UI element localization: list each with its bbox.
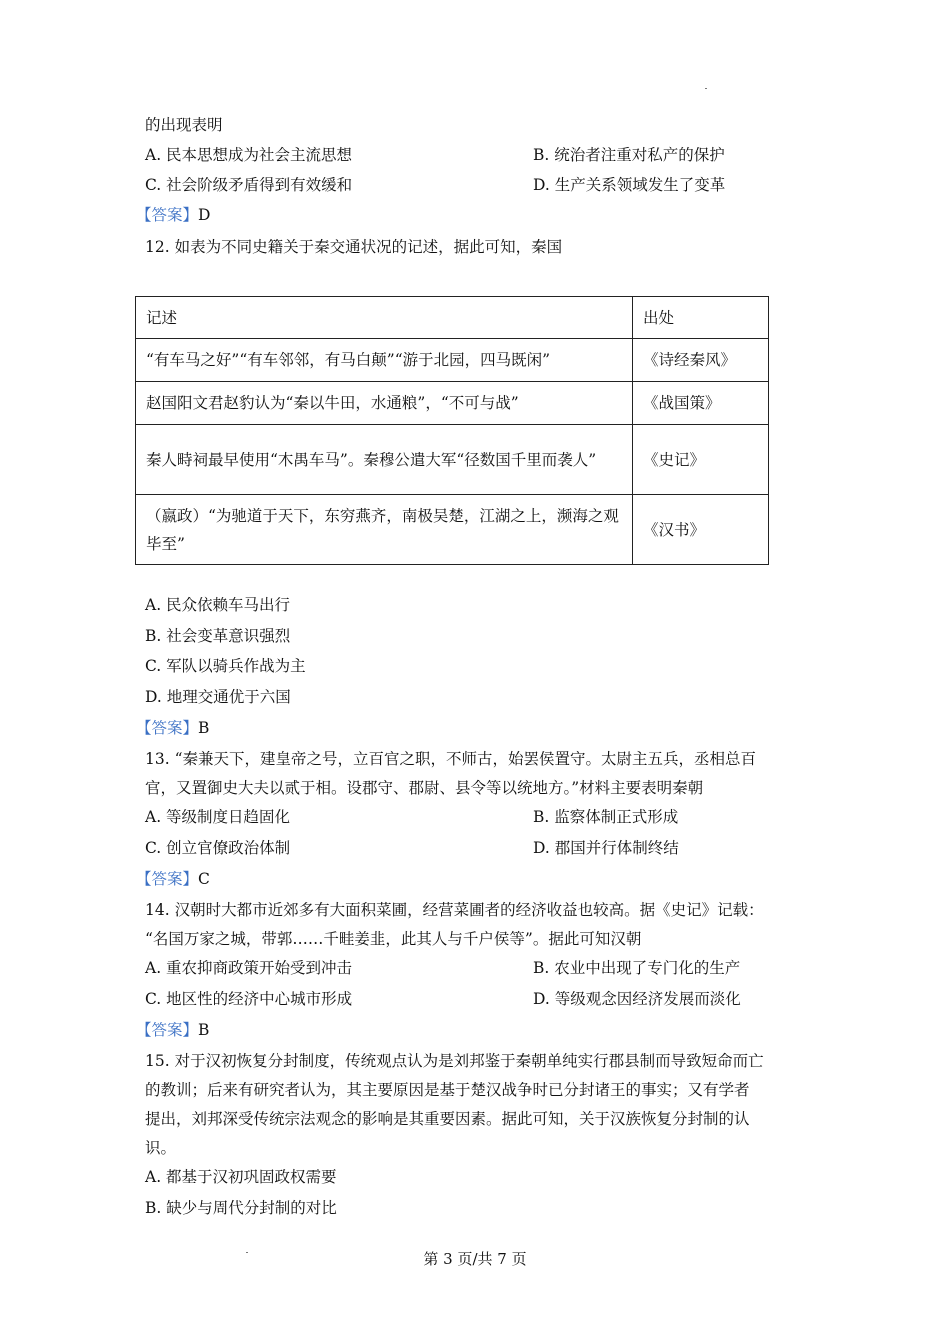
q13-option-d: D. 郡国并行体制终结 xyxy=(533,839,679,857)
answer-label: 【答案】 xyxy=(136,1021,199,1039)
answer-value: C xyxy=(198,870,210,888)
q15-stem-line2: 的教训；后来有研究者认为，其主要原因是基于楚汉战争时已分封诸王的事实；又有学者 xyxy=(145,1081,750,1099)
q15-stem-line4: 识。 xyxy=(145,1139,177,1157)
table-cell-text: 赵国阳文君赵豹认为“秦以牛田，水通粮”，“不可与战” xyxy=(136,382,633,425)
q13-answer xyxy=(136,868,210,890)
table-cell-text: 秦人畤祠最早使用“木禺车马”。秦穆公遣大军“径数国千里而袭人” xyxy=(136,425,633,495)
q13-option-c: C. 创立官僚政治体制 xyxy=(145,839,291,857)
q14-option-b: B. 农业中出现了专门化的生产 xyxy=(533,959,741,977)
q12-stem: 12. 如表为不同史籍关于秦交通状况的记述，据此可知，秦国 xyxy=(145,238,563,256)
q13-stem-line2: 官，又置御史大夫以贰于相。设郡守、郡尉、县令等以统地方。”材料主要表明秦朝 xyxy=(145,779,704,797)
q14-option-d: D. 等级观念因经济发展而淡化 xyxy=(533,990,741,1008)
q15-option-a: A. 都基于汉初巩固政权需要 xyxy=(145,1168,337,1186)
q12-source-table xyxy=(135,296,769,565)
q11-option-d: D. 生产关系领域发生了变革 xyxy=(533,176,726,194)
scan-speck xyxy=(705,88,707,89)
q11-option-a: A. 民本思想成为社会主流思想 xyxy=(145,146,353,164)
q14-stem-line2: “名国万家之城，带郭……千畦姜韭，此其人与千户侯等”。据此可知汉朝 xyxy=(145,930,642,948)
table-row xyxy=(136,425,769,495)
table-header-row xyxy=(136,297,769,339)
q12-answer xyxy=(136,717,209,739)
q13-stem-line1: 13. “秦兼天下，建皇帝之号，立百官之职，不师古，始罢侯置守。太尉主五兵，丞相总百 xyxy=(145,750,757,768)
q12-option-a: A. 民众依赖车马出行 xyxy=(145,596,291,614)
table-cell-source: 《战国策》 xyxy=(633,382,769,425)
q14-option-a: A. 重农抑商政策开始受到冲击 xyxy=(145,959,353,977)
answer-label: 【答案】 xyxy=(136,870,199,888)
q14-option-c: C. 地区性的经济中心城市形成 xyxy=(145,990,353,1008)
q15-option-b: B. 缺少与周代分封制的对比 xyxy=(145,1199,337,1217)
q15-stem-line3: 提出，刘邦深受传统宗法观念的影响是其重要因素。据此可知，关于汉族恢复分封制的认 xyxy=(145,1110,750,1128)
q13-option-b: B. 监察体制正式形成 xyxy=(533,808,679,826)
table-cell-text: （嬴政）“为驰道于天下，东穷燕齐，南极吴楚，江湖之上，濒海之观毕至” xyxy=(136,495,633,565)
q11-stem-tail: 的出现表明 xyxy=(145,116,223,134)
table-cell-source: 《诗经秦风》 xyxy=(633,339,769,382)
table-row xyxy=(136,339,769,382)
answer-label: 【答案】 xyxy=(136,206,199,224)
answer-value: D xyxy=(198,206,211,224)
answer-value: B xyxy=(198,1021,210,1039)
q14-answer xyxy=(136,1019,209,1041)
table-cell-source: 《史记》 xyxy=(633,425,769,495)
page-number-footer: 第 3 页/共 7 页 xyxy=(423,1250,527,1268)
q15-stem-line1: 15. 对于汉初恢复分封制度，传统观点认为是刘邦鉴于秦朝单纯实行郡县制而导致短命而亡 xyxy=(145,1052,764,1070)
answer-label: 【答案】 xyxy=(136,719,199,737)
q11-option-c: C. 社会阶级矛盾得到有效缓和 xyxy=(145,176,353,194)
q12-option-d: D. 地理交通优于六国 xyxy=(145,688,291,706)
q12-option-b: B. 社会变革意识强烈 xyxy=(145,627,291,645)
q11-option-b: B. 统治者注重对私产的保护 xyxy=(533,146,725,164)
q11-answer xyxy=(136,204,210,226)
table-cell-source: 《汉书》 xyxy=(633,495,769,565)
table-row xyxy=(136,495,769,565)
table-header: 出处 xyxy=(633,297,769,339)
q14-stem-line1: 14. 汉朝时大都市近郊多有大面积菜圃，经营菜圃者的经济收益也较高。据《史记》记载： xyxy=(145,901,764,919)
q13-option-a: A. 等级制度日趋固化 xyxy=(145,808,291,826)
table-header: 记述 xyxy=(136,297,633,339)
q12-option-c: C. 军队以骑兵作战为主 xyxy=(145,657,306,675)
answer-value: B xyxy=(198,719,210,737)
table-cell-text: “有车马之好”“有车邻邻，有马白颠”“游于北园，四马既闲” xyxy=(136,339,633,382)
table-row xyxy=(136,382,769,425)
